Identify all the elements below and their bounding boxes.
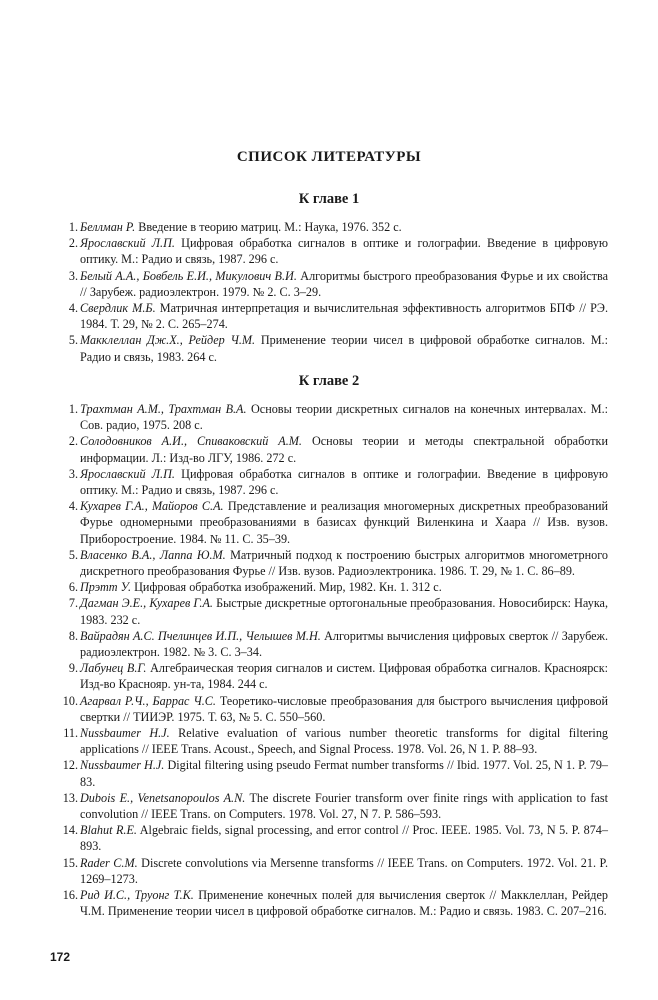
reference-author: Власенко В.А., Лаппа Ю.М. bbox=[80, 547, 226, 562]
reference-item bbox=[0, 547, 658, 579]
reference-number: 13. bbox=[62, 790, 78, 805]
reference-text: Основы теории и методы спектральной обработки информации. Л.: Изд-во ЛГУ, 1986. 272 с. bbox=[80, 434, 608, 465]
reference-text: Digital filtering using pseudo Fermat number transforms // Ibid. 1977. Vol. 25, N 1. P. 79–83. bbox=[80, 758, 609, 789]
reference-number: 3. bbox=[68, 466, 78, 481]
reference-author: Свердлик М.Б. bbox=[80, 301, 156, 316]
reference-text: Применение конечных полей для вычисления сверток // Макклеллан, Рейдер Ч.М. Применение теории чисел в цифровой обработке сигналов. М.: Радио и связь. 1983. С. 207–216. bbox=[80, 888, 609, 919]
reference-number: 6. bbox=[68, 580, 78, 595]
chapter-2-heading: К главе 2 bbox=[298, 373, 360, 389]
reference-number: 4. bbox=[68, 499, 78, 514]
reference-number: 1. bbox=[68, 220, 78, 234]
reference-author: Ярославский Л.П. bbox=[80, 236, 175, 251]
reference-author: Белый А.А., Бовбель Е.И., Микулович В.И. bbox=[80, 268, 297, 283]
reference-author: Трахтман А.М., Трахтман В.А. bbox=[80, 402, 247, 416]
reference-number: 4. bbox=[68, 301, 78, 316]
reference-author: Дагман Э.Е., Кухарев Г.А. bbox=[80, 596, 213, 611]
reference-text: Algebraic fields, signal processing, and error control // Proc. IEEE. 1985. Vol. 73, N 5. P. 874–893. bbox=[80, 823, 608, 854]
reference-number: 7. bbox=[68, 596, 78, 611]
reference-item bbox=[0, 595, 658, 627]
reference-item bbox=[0, 300, 658, 332]
reference-number: 2. bbox=[68, 236, 78, 251]
reference-item bbox=[0, 693, 658, 725]
reference-item bbox=[0, 887, 658, 919]
reference-text: Матричный подход к построению быстрых алгоритмов многометрного дискретного преобразования Фурье // Изв. вузов. Радиоэлектроника. 1986. Т. 29, № 1. С. 86–89. bbox=[80, 547, 608, 579]
reference-author: Кухарев Г.А., Майоров С.А. bbox=[80, 499, 224, 514]
reference-author: Солодовников А.И., Спиваковский А.М. bbox=[80, 434, 302, 449]
reference-item bbox=[0, 466, 658, 498]
reference-text: Введение в теорию матриц. М.: Наука, 1976. 352 с. bbox=[138, 220, 402, 234]
reference-text: Быстрые дискретные ортогональные преобразования. Новосибирск: Наука, 1983. 232 с. bbox=[80, 596, 609, 627]
reference-item bbox=[0, 790, 658, 822]
reference-item bbox=[0, 660, 658, 692]
reference-item bbox=[0, 757, 658, 789]
reference-number: 14. bbox=[62, 823, 78, 838]
reference-text: Матричная интерпретация и вычислительная эффективность алгоритмов БПФ // РЭ. 1984. Т. 29, № 2. С. 265–274. bbox=[80, 301, 608, 332]
reference-author: Nussbaumer H.J. bbox=[80, 726, 170, 741]
reference-number: 11. bbox=[63, 726, 78, 741]
reference-text: Представление и реализация многомерных дискретных преобразований Фурье одномерными преобразованиями в базисах функций Виленкина и Хаара // Изв. вузов. Приборостроение. 1984. № 11. С. 35–39. bbox=[80, 499, 609, 546]
reference-text: Цифровая обработка изображений. Мир, 1982. Кн. 1. 312 с. bbox=[134, 580, 442, 595]
reference-number: 1. bbox=[68, 402, 78, 416]
reference-item bbox=[0, 498, 658, 547]
reference-author: Ярославский Л.П. bbox=[80, 466, 175, 481]
reference-author: Лабунец В.Г. bbox=[80, 661, 147, 676]
reference-number: 12. bbox=[62, 758, 78, 773]
reference-item bbox=[0, 219, 658, 235]
reference-author: Nussbaumer H.J. bbox=[80, 758, 165, 773]
reference-text: Алгебраическая теория сигналов и систем. Цифровая обработка сигналов. Красноярск: Изд-во Краснояр. ун-та, 1984. 244 с. bbox=[80, 661, 608, 692]
reference-item bbox=[0, 433, 658, 465]
reference-text: Discrete convolutions via Mersenne transforms // IEEE Trans. on Computers. 1972. Vol. 21. P. 1269–1273. bbox=[80, 855, 608, 886]
reference-item bbox=[0, 725, 658, 757]
reference-text: The discrete Fourier transform over finite rings with application to fast convolution // IEEE Trans. on Computers. 1978. Vol. 27, N 7. P. 586–593. bbox=[80, 790, 608, 822]
reference-text: Relative evaluation of various number theoretic transforms for digital filtering applications // IEEE Trans. Acoust., Speech, and Signal Process. 1978. Vol. 26, N 1. P. 88–93. bbox=[80, 726, 609, 757]
reference-number: 5. bbox=[68, 547, 78, 562]
reference-author: Агарвал Р.Ч., Баррас Ч.С. bbox=[80, 693, 216, 708]
reference-item bbox=[0, 579, 658, 595]
reference-number: 2. bbox=[68, 434, 78, 449]
reference-item bbox=[0, 822, 658, 854]
reference-text: Цифровая обработка сигналов в оптике и голографии. Введение в цифровую оптику. М.: Радио и связь, 1987. 296 с. bbox=[80, 466, 608, 498]
reference-item bbox=[0, 628, 658, 660]
reference-author: Вайрадян А.С. Пчелинцев И.П., Челышев М.Н. bbox=[80, 628, 321, 643]
reference-number: 10. bbox=[62, 693, 78, 708]
reference-author: Беллман Р. bbox=[80, 220, 136, 234]
reference-author: Рид И.С., Труонг Т.К. bbox=[80, 888, 194, 903]
reference-item bbox=[0, 268, 658, 300]
reference-number: 9. bbox=[68, 661, 78, 676]
reference-item bbox=[0, 332, 658, 364]
reference-number: 5. bbox=[68, 333, 78, 348]
reference-text: Основы теории дискретных сигналов на конечных интервалах. М.: Сов. радио, 1975. 208 с. bbox=[80, 402, 608, 433]
reference-author: Rader C.M. bbox=[80, 855, 138, 870]
page-number: 172 bbox=[50, 950, 71, 964]
chapter-2-reference-list bbox=[0, 401, 658, 920]
reference-number: 16. bbox=[62, 888, 78, 903]
reference-text: Алгоритмы быстрого преобразования Фурье и их свойства // Зарубеж. радиоэлектрон. 1979. № 2. С. 3–29. bbox=[80, 268, 609, 299]
reference-item bbox=[0, 235, 658, 267]
reference-author: Blahut R.E. bbox=[80, 823, 137, 838]
reference-number: 15. bbox=[62, 855, 78, 870]
reference-number: 3. bbox=[68, 268, 78, 283]
reference-author: Прэтт У. bbox=[80, 580, 132, 595]
reference-number: 8. bbox=[68, 628, 78, 643]
chapter-1-heading: К главе 1 bbox=[298, 191, 360, 207]
reference-author: Макклеллан Дж.Х., Рейдер Ч.М. bbox=[80, 333, 256, 348]
reference-text: Цифровая обработка сигналов в оптике и голографии. Введение в цифровую оптику. М.: Радио и связь, 1987. 296 с. bbox=[80, 236, 608, 267]
reference-item bbox=[0, 855, 658, 887]
reference-text: Применение теории чисел в цифровой обработке сигналов. М.: Радио и связь, 1983. 264 с. bbox=[80, 333, 608, 364]
reference-text: Теоретико-числовые преобразования для быстрого вычисления цифровой свертки // ТИИЭР. 1975. Т. 63, № 5. С. 550–560. bbox=[80, 693, 609, 724]
chapter-1-reference-list bbox=[0, 219, 658, 365]
reference-item bbox=[0, 401, 658, 433]
reference-author: Dubois E., Venetsanopoulos A.N. bbox=[80, 790, 246, 805]
page-title: СПИСОК ЛИТЕРАТУРЫ bbox=[236, 149, 422, 165]
reference-text: Алгоритмы вычисления цифровых сверток // Зарубеж. радиоэлектрон. 1982. № 3. С. 3–34. bbox=[80, 628, 608, 660]
